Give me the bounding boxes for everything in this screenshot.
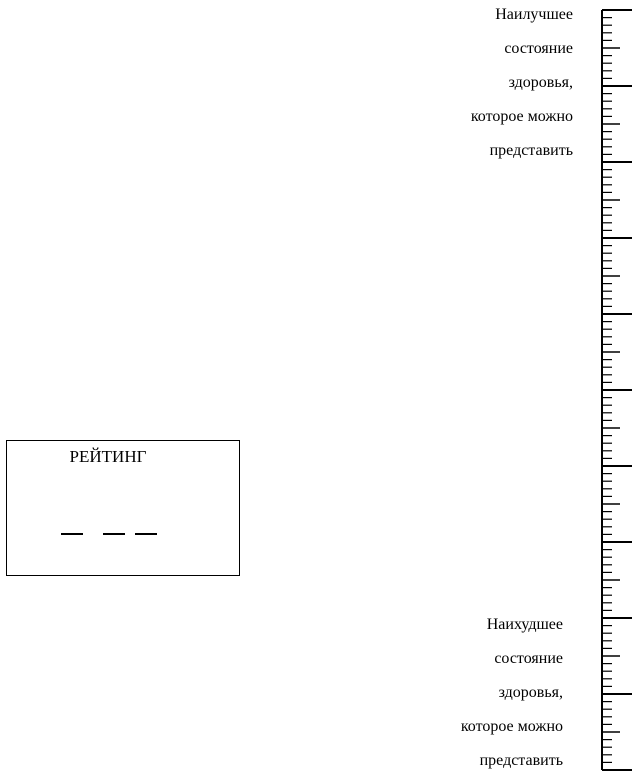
- best-label-line-1: Наилучшее: [495, 6, 573, 23]
- best-label-line-4: которое можно: [470, 108, 573, 125]
- best-label-line-2: состояние: [504, 40, 573, 57]
- rating-box: [6, 440, 240, 576]
- rating-blank-2: [103, 533, 125, 535]
- worst-label-line-1: Наихудшее: [486, 616, 563, 633]
- rating-blanks[interactable]: [61, 523, 161, 543]
- worst-label-line-4: которое можно: [460, 718, 563, 735]
- best-label-line-5: представить: [489, 142, 573, 159]
- worst-health-label: [461, 608, 563, 778]
- worst-label-line-2: состояние: [494, 650, 563, 667]
- best-label-line-3: здоровья,: [508, 74, 573, 91]
- rating-blank-1: [61, 533, 83, 535]
- rating-title: РЕЙТИНГ: [69, 447, 147, 466]
- visual-analog-scale[interactable]: [590, 0, 635, 780]
- worst-label-line-3: здоровья,: [498, 684, 563, 701]
- rating-blank-3: [135, 533, 157, 535]
- best-health-label: [471, 0, 573, 168]
- worst-label-line-5: представить: [479, 752, 563, 769]
